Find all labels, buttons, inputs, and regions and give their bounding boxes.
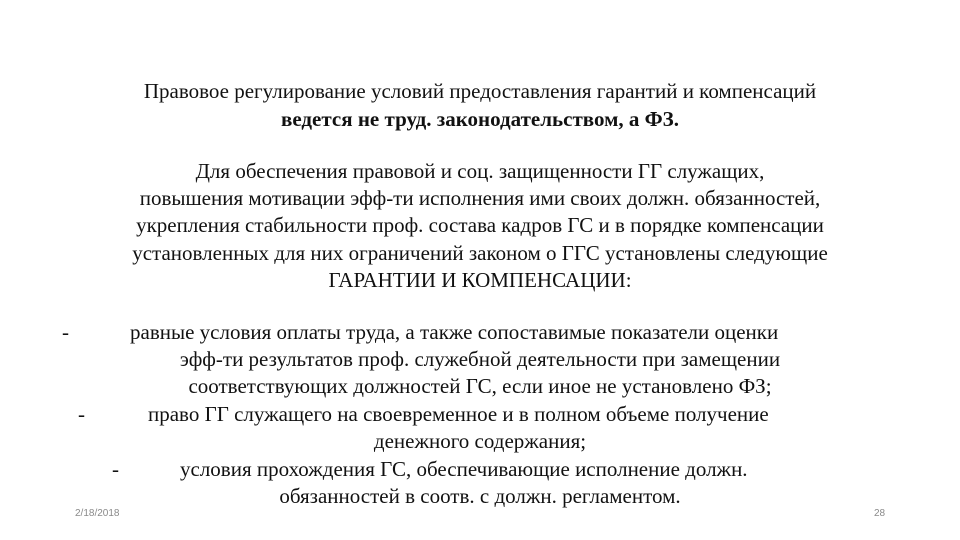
intro-line-1: Правовое регулирование условий предоставления гарантий и компенсаций	[143, 79, 817, 103]
paragraph-line-1: Для обеспечения правовой и соц. защищенности ГГ служащих,	[195, 159, 765, 183]
paragraph-line-2: повышения мотивации эфф-ти исполнения ими своих должн. обязанностей,	[139, 186, 821, 210]
paragraph-line-3: укрепления стабильности проф. состава кадров ГС и в порядке компенсации	[136, 213, 824, 237]
list-item-continuation: денежного содержания;	[373, 429, 587, 453]
list-item-first-line: условия прохождения ГС, обеспечивающие исполнение должн.	[180, 457, 748, 481]
list-marker: -	[78, 402, 85, 426]
list-item-continuation: эфф-ти результатов проф. служебной деятельности при замещении	[179, 347, 781, 371]
list-item-continuation: обязанностей в соотв. с должн. регламентом.	[279, 484, 681, 508]
list-item-continuation: соответствующих должностей ГС, если иное не установлено ФЗ;	[188, 374, 772, 398]
list-item-first-line: право ГГ служащего на своевременное и в полном объеме получение	[148, 402, 769, 426]
slide-page-number: 28	[874, 508, 886, 519]
list-marker: -	[62, 320, 69, 344]
list-item-first-line: равные условия оплаты труда, а также сопоставимые показатели оценки	[130, 320, 779, 344]
list-marker: -	[112, 457, 119, 481]
paragraph-line-4: установленных для них ограничений законом о ГГС установлены следующие	[132, 241, 828, 265]
slide-date: 2/18/2018	[75, 508, 120, 519]
paragraph-heading: ГАРАНТИИ И КОМПЕНСАЦИИ:	[328, 268, 632, 292]
intro-line-2: ведется не труд. законодательством, а ФЗ.	[281, 107, 679, 131]
